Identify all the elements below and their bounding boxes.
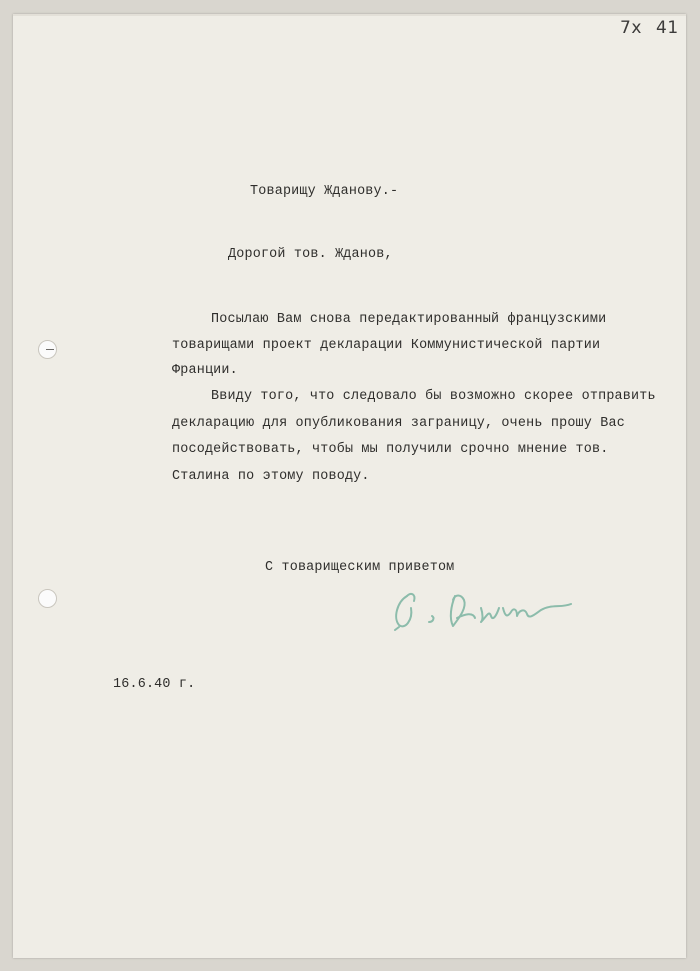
page-edge <box>13 14 686 16</box>
body-line: декларацию для опубликования заграницу, очень прошу Вас <box>172 416 625 431</box>
document-page <box>13 14 686 958</box>
body-line: Франции. <box>172 363 238 378</box>
handwritten-signature <box>385 578 575 638</box>
addressee: Товарищу Жданову.- <box>250 184 399 199</box>
body-line: посодействовать, чтобы мы получили срочно мнение тов. <box>172 442 609 457</box>
punch-hole <box>38 589 57 608</box>
date: 16.6.40 г. <box>113 677 196 692</box>
body-line: Посылаю Вам снова передактированный французскими <box>211 312 607 327</box>
body-line: Сталина по этому поводу. <box>172 469 370 484</box>
archive-mark: 7x <box>620 18 642 38</box>
body-line: товарищами проект декларации Коммунистической партии <box>172 338 601 353</box>
archive-page-number: 41 <box>656 18 679 38</box>
body-line: Ввиду того, что следовало бы возможно скорее отправить <box>211 389 656 404</box>
salutation: Дорогой тов. Жданов, <box>228 247 393 262</box>
closing: С товарищеским приветом <box>265 560 455 575</box>
punch-mark <box>46 349 54 350</box>
